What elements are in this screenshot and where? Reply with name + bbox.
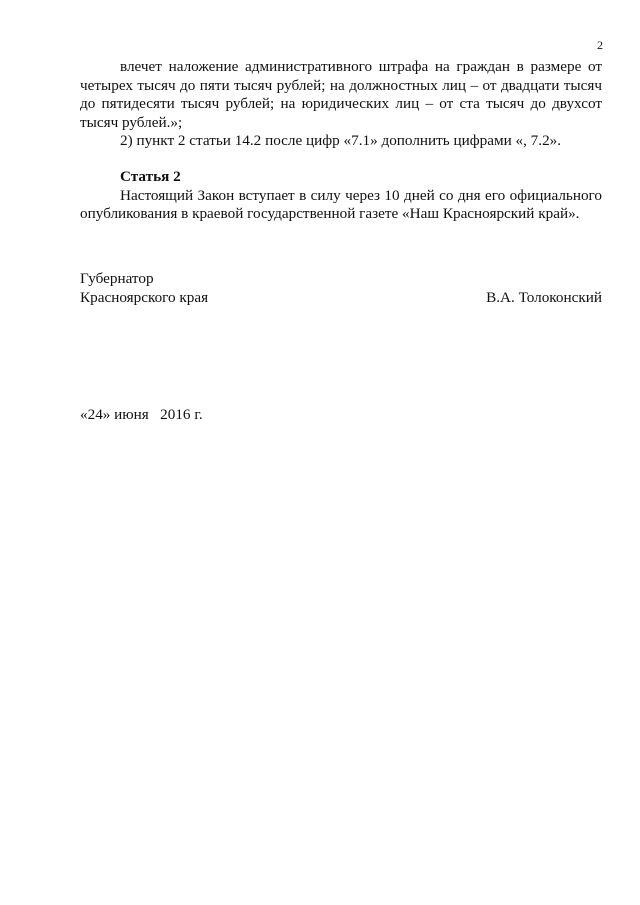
document-body bbox=[80, 58, 602, 224]
page-number: 2 bbox=[597, 38, 603, 52]
article2-text: Настоящий Закон вступает в силу через 10 дней со дня его официального опубликования в краевой государственной газете «Наш Красноярский край». bbox=[80, 186, 602, 223]
signature-block bbox=[80, 270, 602, 307]
signatory-position-line2: Красноярского края bbox=[80, 288, 209, 306]
signature-row bbox=[80, 289, 602, 308]
signatory-name: В.А. Толоконский bbox=[486, 288, 602, 306]
signing-date: «24» июня 2016 г. bbox=[80, 406, 203, 423]
article2-heading: Статья 2 bbox=[120, 167, 181, 185]
signatory-position-line1: Губернатор bbox=[80, 270, 154, 287]
article1-continuation: влечет наложение административного штрафа на граждан в размере от четырех тысяч до пяти тысяч рублей; на должностных лиц – от двадцати тысяч до пятидесяти тысяч рублей; на юридических лиц – от ста тысяч до двухсот тысяч рублей.»; bbox=[80, 58, 602, 131]
article1-item-2: 2) пункт 2 статьи 14.2 после цифр «7.1» дополнить цифрами «, 7.2». bbox=[120, 132, 562, 150]
